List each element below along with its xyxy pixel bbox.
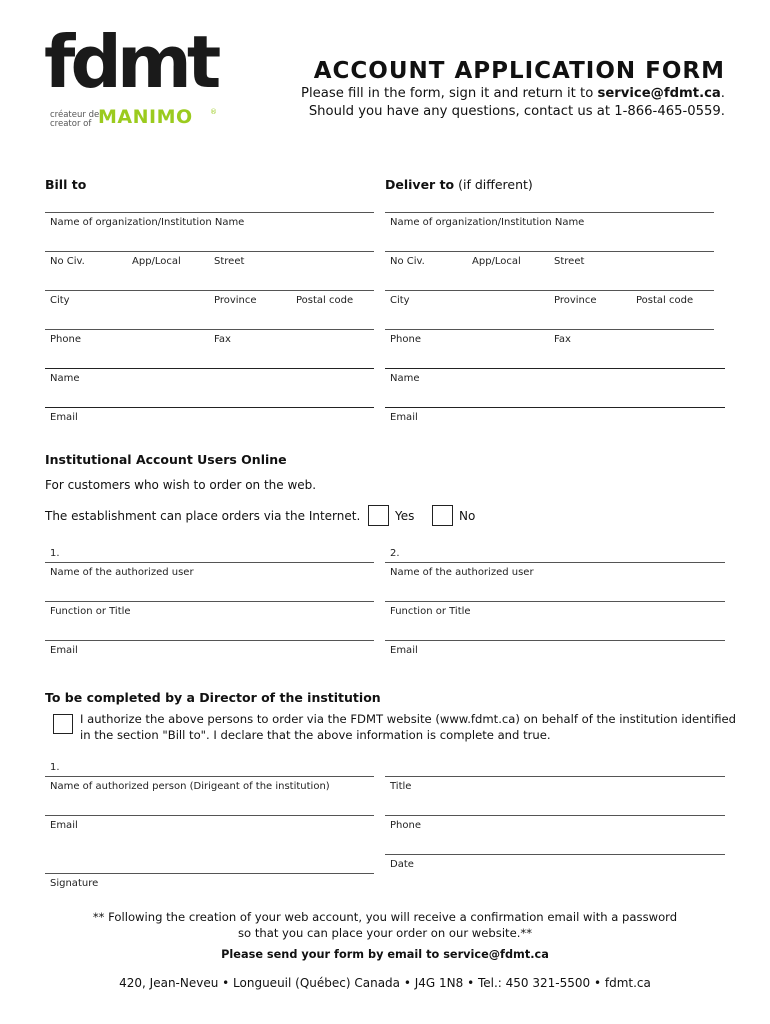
deliver-province-label: Province bbox=[554, 295, 597, 306]
director-heading: To be completed by a Director of the institution bbox=[45, 690, 381, 705]
deliver-street-label: Street bbox=[554, 256, 585, 267]
bill-address-input[interactable] bbox=[45, 251, 374, 252]
deliver-nociv-label: No Civ. bbox=[390, 256, 425, 267]
user1-function-input[interactable] bbox=[45, 601, 374, 602]
deliver-to-title: Deliver to bbox=[385, 177, 455, 192]
no-label: No bbox=[459, 509, 476, 523]
director-name-label: Name of authorized person (Dirigeant of the institution) bbox=[50, 781, 330, 792]
bill-name-label: Name bbox=[50, 373, 80, 384]
bill-app-label: App/Local bbox=[132, 256, 181, 267]
deliver-to-heading bbox=[385, 177, 533, 192]
manimo-logo: MANIMO bbox=[98, 106, 193, 128]
director-email-label: Email bbox=[50, 820, 78, 831]
deliver-name-label: Name bbox=[390, 373, 420, 384]
user1-name-input[interactable] bbox=[45, 562, 374, 563]
user2-email-input[interactable] bbox=[385, 640, 725, 641]
confirmation-note-line-1: ** Following the creation of your web account, you will receive a confirmation email with a password bbox=[92, 910, 678, 924]
user2-function-input[interactable] bbox=[385, 601, 725, 602]
deliver-phone-label: Phone bbox=[390, 334, 421, 345]
bill-org-input[interactable] bbox=[45, 212, 374, 213]
deliver-app-label: App/Local bbox=[472, 256, 521, 267]
deliver-to-note: (if different) bbox=[454, 177, 533, 192]
authorization-statement: I authorize the above persons to order via the FDMT website (www.fdmt.ca) on behalf of the institution identified in the section "Bill to". I declare that the above information is complete and true. bbox=[80, 712, 736, 742]
deliver-org-label: Name of organization/Institution Name bbox=[390, 217, 585, 228]
bill-city-label: City bbox=[50, 295, 70, 306]
instructions-suffix: . bbox=[720, 86, 725, 101]
user2-name-label: Name of the authorized user bbox=[390, 567, 534, 578]
bill-email-input[interactable] bbox=[45, 407, 374, 408]
confirmation-note-line-2: so that you can place your order on our website.** bbox=[238, 926, 532, 940]
user1-name-label: Name of the authorized user bbox=[50, 567, 194, 578]
user1-email-input[interactable] bbox=[45, 640, 374, 641]
deliver-phone-input[interactable] bbox=[385, 329, 714, 330]
authorization-checkbox[interactable] bbox=[53, 714, 73, 734]
user1-email-label: Email bbox=[50, 645, 78, 656]
deliver-postal-label: Postal code bbox=[636, 295, 694, 306]
deliver-name-input[interactable] bbox=[385, 368, 725, 369]
user2-email-label: Email bbox=[390, 645, 418, 656]
fdmt-logo: fdmt bbox=[44, 20, 217, 104]
no-checkbox[interactable] bbox=[432, 505, 453, 526]
registered-mark: ® bbox=[210, 108, 217, 116]
instructions-line-2: Should you have any questions, contact us at 1-866-465-0559. bbox=[308, 104, 725, 119]
signature-input[interactable] bbox=[45, 873, 374, 874]
service-email-link[interactable]: service@fdmt.ca bbox=[597, 86, 721, 101]
user2-function-label: Function or Title bbox=[390, 606, 471, 617]
director-date-label: Date bbox=[390, 859, 414, 870]
bill-province-label: Province bbox=[214, 295, 257, 306]
deliver-email-label: Email bbox=[390, 412, 418, 423]
bill-nociv-label: No Civ. bbox=[50, 256, 85, 267]
director-number: 1. bbox=[50, 762, 60, 773]
bill-postal-label: Postal code bbox=[296, 295, 354, 306]
instructions-prefix: Please fill in the form, sign it and return it to bbox=[301, 86, 598, 101]
deliver-fax-label: Fax bbox=[554, 334, 571, 345]
deliver-address-input[interactable] bbox=[385, 251, 714, 252]
form-title: ACCOUNT APPLICATION FORM bbox=[313, 58, 725, 84]
bill-name-input[interactable] bbox=[45, 368, 374, 369]
director-title-label: Title bbox=[390, 781, 412, 792]
company-address: 420, Jean-Neveu • Longueuil (Québec) Canada • J4G 1N8 • Tel.: 450 321-5500 • fdmt.ca bbox=[119, 976, 651, 990]
bill-org-label: Name of organization/Institution Name bbox=[50, 217, 245, 228]
deliver-email-input[interactable] bbox=[385, 407, 725, 408]
deliver-org-input[interactable] bbox=[385, 212, 714, 213]
yes-label: Yes bbox=[395, 509, 415, 523]
bill-phone-input[interactable] bbox=[45, 329, 374, 330]
user1-function-label: Function or Title bbox=[50, 606, 131, 617]
user2-number: 2. bbox=[390, 548, 400, 559]
bill-street-label: Street bbox=[214, 256, 245, 267]
instructions-line-1 bbox=[301, 86, 725, 101]
signature-label: Signature bbox=[50, 878, 99, 889]
bill-phone-label: Phone bbox=[50, 334, 81, 345]
user2-name-input[interactable] bbox=[385, 562, 725, 563]
logo-subtitle-en: creator of bbox=[50, 119, 92, 129]
online-order-question: The establishment can place orders via the Internet. bbox=[45, 509, 361, 523]
director-phone-label: Phone bbox=[390, 820, 421, 831]
deliver-city-label: City bbox=[390, 295, 410, 306]
logo-subtitle-fr: créateur de bbox=[50, 110, 100, 120]
user1-number: 1. bbox=[50, 548, 60, 559]
director-title-input[interactable] bbox=[385, 776, 725, 777]
director-phone-input[interactable] bbox=[385, 815, 725, 816]
bill-fax-label: Fax bbox=[214, 334, 231, 345]
send-instructions: Please send your form by email to service@fdmt.ca bbox=[221, 948, 549, 961]
bill-city-input[interactable] bbox=[45, 290, 374, 291]
director-date-input[interactable] bbox=[385, 854, 725, 855]
online-users-heading: Institutional Account Users Online bbox=[45, 452, 287, 467]
director-name-input[interactable] bbox=[45, 776, 374, 777]
bill-to-heading: Bill to bbox=[45, 177, 87, 192]
director-email-input[interactable] bbox=[45, 815, 374, 816]
deliver-city-input[interactable] bbox=[385, 290, 714, 291]
online-users-subtitle: For customers who wish to order on the web. bbox=[45, 478, 317, 492]
yes-checkbox[interactable] bbox=[368, 505, 389, 526]
bill-email-label: Email bbox=[50, 412, 78, 423]
